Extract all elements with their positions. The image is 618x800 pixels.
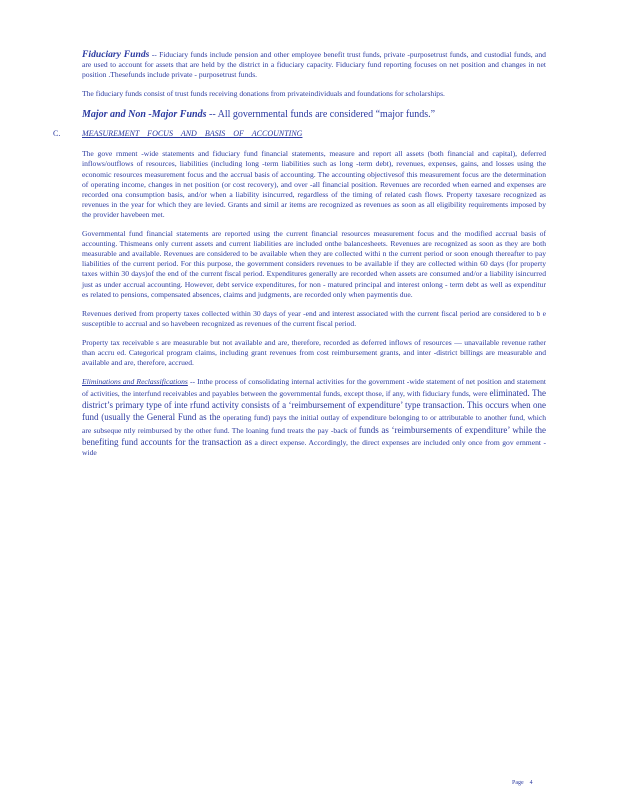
fiduciary-body: -- Fiduciary funds include pension and other employee benefit trust funds, private -purposetrust funds, and custodial funds, and are used to account for assets that are held by the district in a fiduciary capacity. Fiduciary fund reporting focuses on net position and changes in net position .Thesefunds include private - purposetrust funds. (82, 50, 546, 80)
property-tax-paragraph (82, 338, 546, 368)
page-label: Page (512, 780, 524, 786)
property-line-3: measurable and available and are, therefore, accrued. (82, 347, 546, 368)
fiduciary-paragraph (82, 50, 546, 80)
section-letter: C. (53, 129, 61, 139)
section-title: MEASUREMENT FOCUS AND BASIS OF ACCOUNTING (82, 129, 303, 139)
elim-line-d: which are subseque ntly reimbursed by the other fund. The loaning fund treats the pay -back of (82, 413, 546, 435)
eliminations-heading: Eliminations and Reclassifications (82, 377, 188, 387)
elim-line-c: operating fund) pays the initial outlay of expenditure belonging to or attributable to another fund, (222, 413, 526, 423)
fiduciary-heading: Fiduciary Funds (82, 49, 150, 60)
page-number: 4 (529, 780, 533, 786)
elim-line-f: a direct expense. Accordingly, the direct expenses are included only once from gov ernment -wide (82, 437, 546, 457)
section-c-heading (53, 127, 546, 140)
property-line-1: Property tax receivable s are measurable but not available and are, therefore, recorded as deferred inflows of resources — unavailable revenue rather than accru ed. Categorical program claims, (82, 337, 546, 357)
eliminations-paragraph (82, 377, 546, 458)
page-content (53, 49, 547, 458)
elim-line-a: -- Inthe process of consolidating internal activities for the government -wide statement of net position and statement of activities, the interfund receivables and payables between the governmental funds, except those, if any, with fiduciary funds, were (82, 377, 546, 399)
page-footer (512, 780, 539, 786)
elim-line-e: funds as ‘reimbursements of expenditure’ while the benefiting fund accounts for the transaction as (82, 424, 547, 447)
trust-paragraph: The fiduciary funds consist of trust funds receiving donations from privateindividuals and foundations for scholarships. (82, 89, 445, 99)
gov-wide-paragraph: The gove rnment -wide statements and fiduciary fund financial statements, measure and report all assets (both financial and capital), deferred inflows/outflows of resources, liabilities (including long -term liabilities such as long -term debt), revenues, expenses, gains, and losses using the economic resources measurement focus and the accrual basis of accounting. The accounting objectivesof this measurement focus are the determination of operating income, changes in net position (or cost recovery), and over -all financial position. Revenues are recorded when earned and expenses are recorded ona consumption basis, and/or when a liability isincurred, regardless of the timing of related cash flows. Property taxesare recognized as revenues in the year for which they are levied. Grants and simil ar items are recognized as revenues as soon as all eligibility requirements imposed by the provider havebeen met. (82, 149, 546, 219)
major-funds-body: -- All governmental funds are considered “major funds.” (208, 109, 436, 121)
major-funds-paragraph (82, 108, 546, 121)
major-funds-heading: Major and Non -Major Funds (82, 109, 207, 121)
property-line-2: including grant revenues from cost reimbursement grants, and inter -district billings are (219, 347, 495, 357)
elim-line-b: eliminated. The district’s primary type of inte rfund activity consists of a ‘reimbursement of expenditure’ type transaction. This occurs when one fund (usually the General Fund as the (82, 388, 546, 423)
gov-fund-paragraph: Governmental fund financial statements are reported using the current financial resources measurement focus and the modified accrual basis of accounting. Thismeans only current assets and current liabilities are included onthe balancesheets. Revenues are recognized as soon as they are both measurable and available. Revenues are considered to be available when they are collected withi n the current period or soon enough thereafter to pay liabilities of the current period. For this purpose, the government considers revenues to be available if they are collected within 60 days (for property taxes within 30 days)of the end of the current fiscal period. Expenditures generally are recorded when assets are consumed and/or a liability isincurred just as under accrual accounting. However, debt service expenditures, for non - matured principal and interest onlong - term debt as well as expenditur es related to pensions, compensated absences, claims and judgments, are recorded only when paymentis due. (82, 229, 546, 299)
revenues-paragraph: Revenues derived from property taxes collected within 30 days of year -end and interest associated with the current fiscal period are considered to b e susceptible to accrual and so havebeen recognized as revenues of the current fiscal period. (82, 308, 546, 328)
